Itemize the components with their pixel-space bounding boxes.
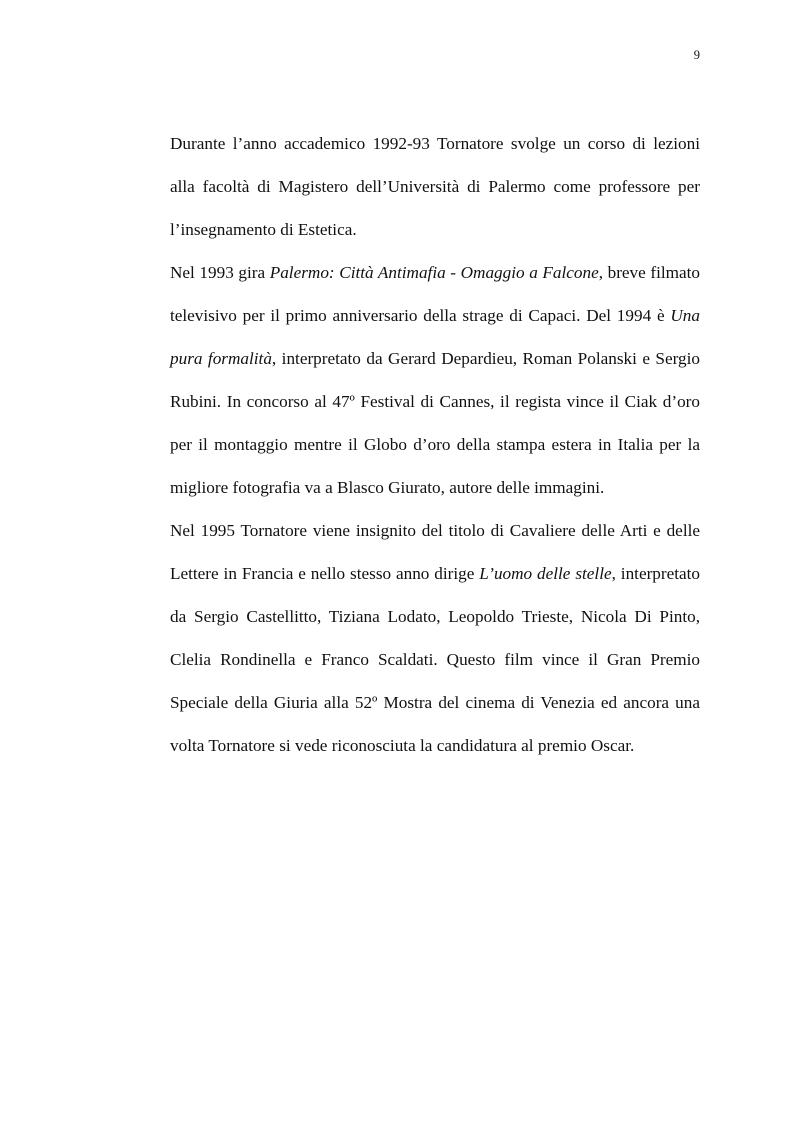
page-number: 9 [693,48,700,62]
paragraph-3 [170,509,700,767]
paragraph-3-text-start: Nel 1995 Tornatore viene insignito del titolo di Cavaliere delle Arti e delle Lettere in Francia e nello stesso anno dirige [170,521,700,583]
paragraph-3-text-end: , interpretato da Sergio Castellitto, Tiziana Lodato, Leopoldo Trieste, Nicola Di Pinto, Clelia Rondinella e Franco Scaldati. Questo film vince il Gran Premio Speciale della Giuria alla 52º Mostra del cinema di Venezia ed ancora una volta Tornatore si vede riconosciuta la candidatura al premio Oscar. [170,564,701,755]
paragraph-1 [170,122,700,251]
paragraph-2-text-start: Nel 1993 gira [170,263,270,282]
paragraph-2 [170,251,700,509]
film-title-palermo: Palermo: Città Antimafia - Omaggio a Falcone [269,263,599,282]
paragraph-2-text-middle: , breve filmato televisivo per il primo anniversario della strage di Capaci. Del 1994 è [170,263,701,325]
paragraph-2-text-end: , interpretato da Gerard Depardieu, Roman Polanski e Sergio Rubini. In concorso al 47º Festival di Cannes, il regista vince il Ciak d’oro per il montaggio mentre il Globo d’oro della stampa estera in Italia per la migliore fotografia va a Blasco Giurato, autore delle immagini. [170,349,700,497]
paragraph-1-text: Durante l’anno accademico 1992-93 Tornatore svolge un corso di lezioni alla facoltà di Magistero dell’Università di Palermo come professore per l’insegnamento di Estetica. [170,134,700,239]
body-text [170,122,700,767]
film-title-una-pura-formalita: Una pura formalità [170,306,700,368]
film-title-uomo-delle-stelle: L’uomo delle stelle [479,564,612,583]
